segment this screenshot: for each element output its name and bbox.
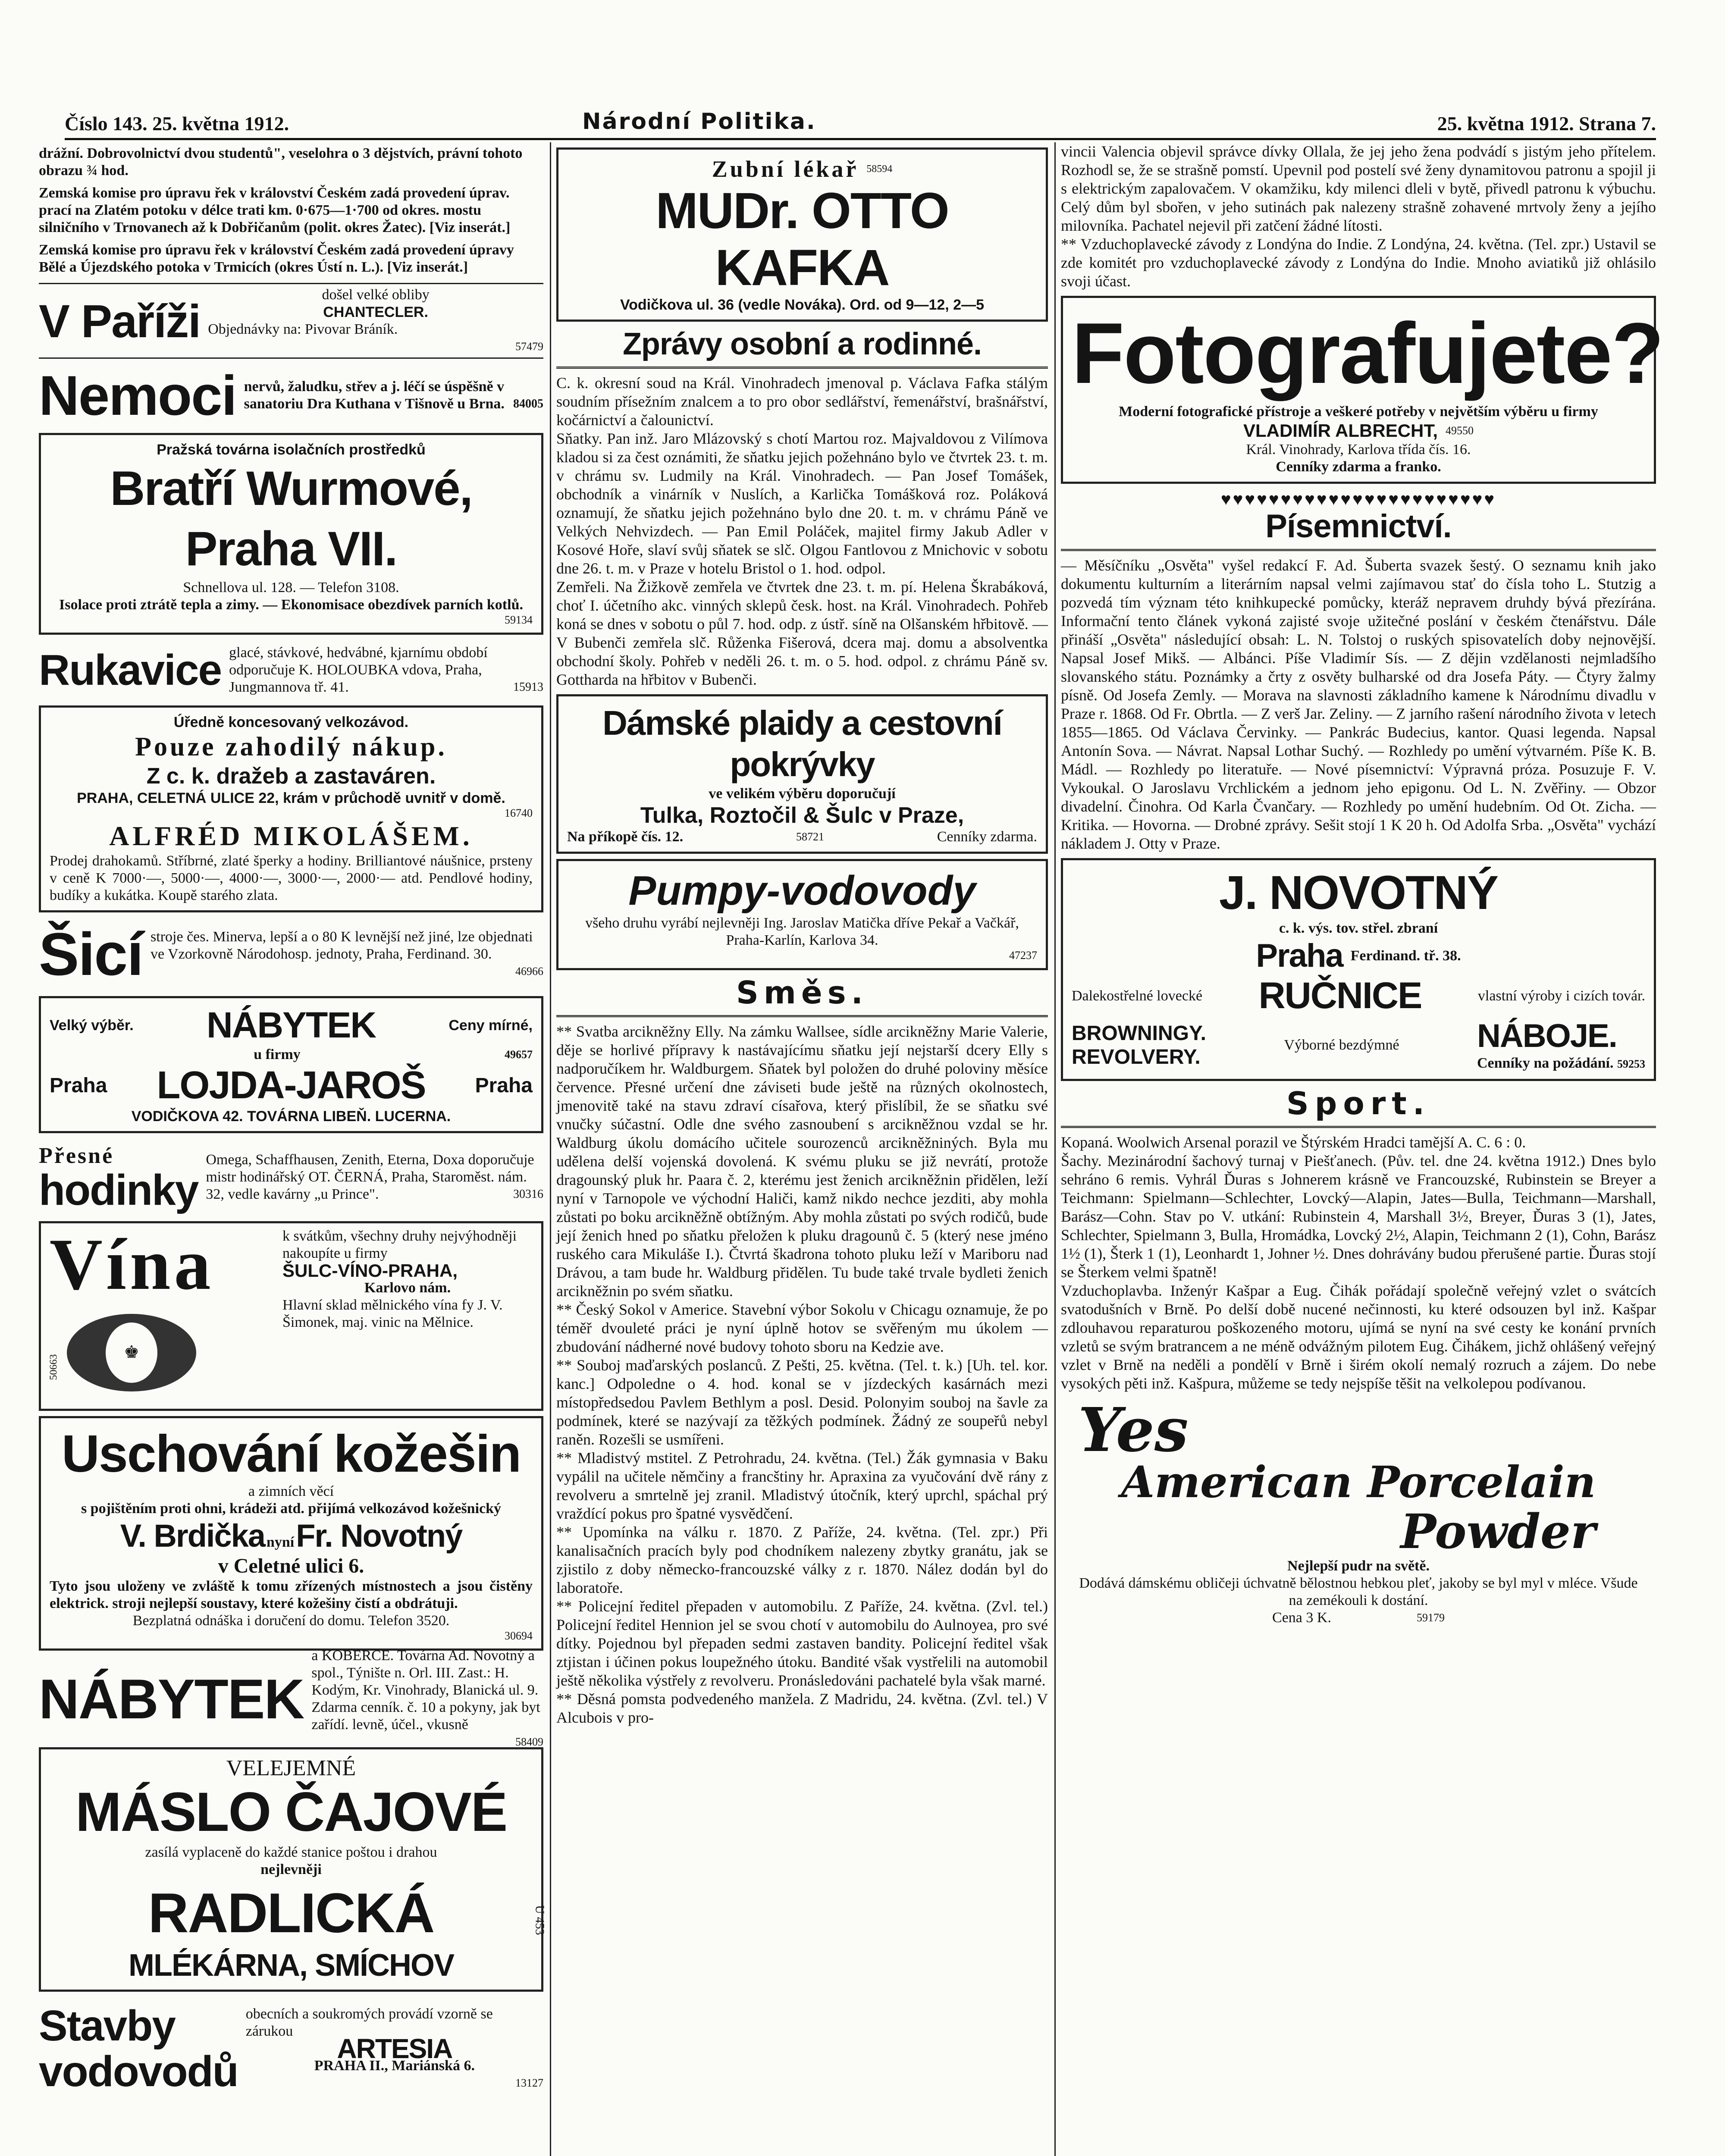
- ad-novotny-l1: c. k. výs. tov. střel. zbraní: [1279, 920, 1438, 936]
- ad-plaidy-name: Tulka, Roztočil & Šulc v Praze,: [640, 803, 964, 828]
- ad-sici: [39, 918, 543, 991]
- section-pisem-title: Písemnictví.: [1265, 508, 1452, 545]
- ad-powder-text1: Nejlepší pudr na světě.: [1287, 1558, 1430, 1574]
- smes-continued: vincii Valencia objevil správce dívky Ollala, že jej jeho žena podvádí s jistým jeho přítelem. Rozhodl se, že se strašně pomstí. Upevnil pod postelí své ženy dynamitovou patronu a spojil ji s elektrickým zapalovačem. V okamžiku, kdy milenci dleli v bytě, přivedl patronu k výbuchu. Celý dům byl sbořen, v jeho sutinách pak nalezeny strašně zohavené mrtvoly ženy a jejího milovníka. Pachatel nejevil při zatčení žádné lítosti.: [1061, 143, 1656, 234]
- ad-maslo-l2: nejlevněji: [260, 1861, 322, 1877]
- ad-vina-text2: Hlavní sklad mělnického vína fy J. V. Šimonek, maj. vinic na Mělnice.: [282, 1297, 503, 1330]
- section-smes-title: Směs.: [736, 975, 868, 1011]
- ad-stavby-title1: Stavby: [39, 2002, 175, 2050]
- ad-wurm-top: Pražská továrna isolačních prostředků: [157, 442, 426, 458]
- ad-powder-yes: Yes: [1078, 1395, 1189, 1466]
- ad-stavby-name: ARTESIA: [337, 2033, 452, 2064]
- ad-maslo-title: MÁSLO ČAJOVÉ: [75, 1781, 507, 1843]
- ad-number: 58721: [796, 830, 824, 843]
- ad-nabytek-lojda: [39, 996, 543, 1133]
- ad-kozesin-title: Uschování kožešin: [61, 1424, 521, 1483]
- zpravy-p2: Sňatky. Pan inž. Jaro Mlázovský s chotí Martou roz. Majvaldovou z Vilímova kladou si za čest oznámiti, že sňatku jejich požehnáno bylo ve čtvrtek 23. t. m. v chrámu sv. Ludmily na Král. Vinohradech. — Pan Josef Tomášek, obchodník a vinárník v Nuslích, a Karlička Tomášková roz. Poláková oznamují, že sňatku jejich požehnáno bylo dne 20. t. m. v chrámu Páně ve Velkých Nehvizdech. — Pan Emil Poláček, majitel firmy Jakub Adler v Kosové Hoře, slaví svůj sňatek se slč. Olgou Fantlovou z Mnichovic v sobotu dne 26. t. m. v Praze v hotelu Bristol o 1. hod. odpol.: [556, 430, 1048, 577]
- sport-p2: Šachy. Mezinárodní šachový turnaj v Piešťanech. (Pův. tel. dne 24. května 1912.) Dnes bylo sehráno 6 remis. Vyhrál Ďuras s Johnerem krásně ve Francouzské, Rubinstein se Breyer a Teichmann: Spielmann—Schlechter, Lovcký—Alapin, Jates—Bulla, Teichmann—Marshall, Barász—Cohn. Stav po V. utkání: Rubinstein 4, Marshall 3½, Breyer, Ďuras 3 (1), Jates, Schlechter, Spielmann 3, Bulla, Hromádka, Lovcký 2½, Alapin, Teichmann 2 (1), Cohn, Barász 1½ (1), Šterk 1 (1), Leonhardt 1, Johner ½. Dnes dohrávány budou přerušené partie. Ďuras stojí se Šterkem velmi špatně!: [1061, 1152, 1656, 1281]
- ad-plaidy: [556, 694, 1048, 854]
- section-sport-title: Sport.: [1286, 1085, 1431, 1122]
- smes-p2: ** Český Sokol v Americe. Stavební výbor Sokolu v Chicagu oznamuje, že po téměř dvouleté práci je nyní úplně hotov se svěřeným mu úkolem — zbudování nádherné nové budovy tohoto sboru na Kedzie ave.: [556, 1301, 1048, 1355]
- column-2: [556, 142, 1048, 2156]
- ad-stavby-title2: vodovodů: [39, 2047, 238, 2096]
- ad-kafka-top: Zubní lékař: [712, 156, 859, 182]
- ad-kozesin-l1: a zimních věcí: [248, 1483, 334, 1499]
- ad-hodinky: [39, 1138, 543, 1216]
- page-header: [65, 99, 1656, 142]
- ad-foto: [1061, 296, 1663, 484]
- ad-number: 49657: [505, 1048, 533, 1061]
- ad-nemoci-text: nervů, žaludku, střev a j. léčí se úspěšně v sanatoriu Dra Kuthana v Tišnově u Brna.: [244, 379, 505, 412]
- smes-p1: ** Svatba arcikněžny Elly. Na zámku Wallsee, sídle arcikněžny Marie Valerie, děje se horlivé přípravy k nastávajícímu sňatku její nejstarší dcery Elly s nadporučíkem hr. Waldburgem. Sňatek byl položen do druhé poloviny měsíce července. Přesné určení dne záviseti bude ještě na různých okolnostech, jmenovitě také na stavu zdraví císařova, který přislíbil, že se sňatku své vnučky súčastní. Odle dne svého zasnoubení s arcikněžnou vzdal se hr. Waldburg úkolu domácího učitele sourozenců arcikněžniných. Byla mu udělena delší vojenská dovolená. K svému pluku se již nevrátí, protože dragounský pluk hr. Paara č. 2, kterému jest ženich arcikněžnin přidělen, leží nyní v Tarnopole ve východní Haliči, kamž nikdo nechce jezditi, aby mohla zůstati po boku arcikněžně obtížným. Aby mohla zůstati po svých rodičů, bude její ženich hned po sňatku přeložen k pluku dragounů č. 5 (který nese jméno ruského cara Mikuláše I.). Čtvrtá škadrona tohoto pluku leží v Mariboru nad Drávou, a tam bude hr. Waldburg přidělen. Tu bude také trvale bydleti ženich arcikněžnin po svém sňatku.: [556, 1023, 1048, 1300]
- ad-vina-addr: Karlovo nám.: [364, 1280, 451, 1296]
- ad-foto-foot: Cenníky zdarma a franko.: [1276, 459, 1441, 475]
- ad-sici-title: Šicí: [39, 920, 143, 988]
- ad-rukavice: [39, 640, 543, 700]
- ad-kafka-name: MUDr. OTTO KAFKA: [656, 182, 949, 296]
- ad-firm: u firmy: [254, 1047, 301, 1062]
- eagle-emblem-icon: [58, 1310, 205, 1396]
- ad-pumpy: [556, 859, 1048, 970]
- ad-number: 16740: [505, 807, 533, 819]
- ad-number: U 453: [533, 1905, 546, 1935]
- pisem-p1: — Měsíčníku „Osvěta" vyšel redakcí F. Ad. Šuberta svazek šestý. O seznamu knih jako dokumentu kulturním a literárním napsal velmi zajímavou stať do čísla toho L. Stutzig a pozvedá tím význam této knihkupecké pomůcky, kteráž nepravem druhdy bývá přezírána. Informační tento článek vykoná zajisté svoje užitečné poslání v českém čtenářstvu. Dále přináší „Osvěta" následující obsah: L. N. Tolstoj o ruských spisovatelích doby nejnovější. Napsal Josef Mikš. — Albánci. Píše Vladimír Sís. — Z dějin vzdělanosti nejmladšího slovanského státu. Poznámky a črty z osvěty bulharské od dra Josefa Páty. — Čtyry žalmy písně. Od Josefa Zemly. — Morava na slavnosti základního kamene k Národnímu divadlu v Praze r. 1868. Od Fr. Obrtla. — Z verš Jar. Zeliny. — Z jarního rašení národního života v letech 1855—1865. Od Václava Červinky. — Pankrác Budecius, kantor. Quasi legenda. Napsal Antonín Sova. — Návrat. Napsal Lothar Suchý. — Rozhledy po umění výtvarném. Píše K. B. Mádl. — Rozhledy po literatuře. — Nové písemnictví: Výpravná próza. Posuzuje F. V. Vykoukal. O Jaroslavu Vrchlickém a jednom jeho epigonu. Od L. N. Zvěřiny. — Obzor divadelní. Činohra. Od Karla Čvančary. — Rozhledy po umění hudebním. Od Ot. Zicha. — Kritika. — Hovorna. — Drobné zprávy. Sešit stojí 1 K 20 h. Od Adolfa Srba. „Osvěta" vychází nákladem J. Otty v Praze.: [1061, 557, 1656, 852]
- zpravy-p1: C. k. okresní soud na Král. Vinohradech jmenoval p. Václava Fafka stálým soudním přísežním znalcem a to pro obor sedlářství, řemenářství, brašnářství, kočárnictví a čalounictví.: [556, 374, 1048, 429]
- ad-nemoci: [39, 363, 543, 428]
- ad-number: 30316: [513, 1188, 543, 1201]
- ad-number: 59253: [1617, 1058, 1645, 1070]
- heart-ornament-icon: ♥♥♥♥♥♥♥♥♥♥♥♥♥♥♥♥♥♥♥♥♥♥♥: [1220, 489, 1496, 509]
- ad-pariz-title: V Paříži: [39, 295, 201, 347]
- ad-city: Praha: [50, 1074, 107, 1097]
- ad-mikolas-address: PRAHA, CELETNÁ ULICE 22, krám v průchodě uvnitř v domě.: [77, 790, 505, 806]
- divider: [556, 1015, 1048, 1017]
- ad-number: 30694: [505, 1630, 533, 1642]
- ad-number: 58594: [866, 163, 893, 175]
- ad-nabytek2-text: a KOBERCE. Továrna Ad. Novotný a spol., Týnište n. Orl. III. Zast.: H. Kodým, Kr. Vinohrady, Blanická ul. 9. Zdarma cenník. č. 10 a pokyny, jak byt zařídí. levně, účel., vkusně: [311, 1648, 540, 1733]
- ad-number: 59179: [1416, 1611, 1445, 1624]
- ad-vina: [39, 1221, 543, 1411]
- ad-city: Praha: [475, 1074, 533, 1097]
- ad-powder-l2: Powder: [1400, 1504, 1596, 1559]
- ad-mikolas-l1: Úředně koncesovaný velkozávod.: [173, 714, 409, 730]
- smes-p7: ** Děsná pomsta podvedeného manžela. Z Madridu, 24. května. (Zvl. tel.) V Alcubois v pro-: [556, 1690, 1048, 1726]
- issue-number: Číslo 143. 25. května 1912.: [65, 113, 289, 135]
- ad-pariz: [39, 288, 543, 353]
- ad-number: 50663: [48, 1354, 60, 1380]
- ad-number: 46966: [515, 965, 543, 978]
- ad-novotny-best: Výborné bezdýmné: [1284, 1037, 1399, 1053]
- ad-hodinky-text: Omega, Schaffhausen, Zenith, Eterna, Doxa doporučuje mistr hodinářský OT. ČERNÁ, Praha, Staroměst. nám. 32, vedle kavárny „u Prince".: [206, 1152, 534, 1202]
- ad-maslo: [39, 1747, 546, 1992]
- column-rule: [550, 142, 551, 2156]
- notice-theatre: drážní. Dobrovolnictví dvou studentů", veselohra o 3 dějstvích, právní tohoto obrazu ¾ hod.: [39, 145, 523, 179]
- divider: [556, 367, 1048, 369]
- ad-kozesin-name1: V. Brdička: [120, 1518, 265, 1554]
- ad-nabytek-title: NÁBYTEK: [207, 1005, 376, 1045]
- ad-sici-text: stroje čes. Minerva, lepší a o 80 K levnější než jiné, lze objednati ve Vzorkovně Národohosp. jednoty, Praha, Ferdinand. 30.: [151, 929, 533, 962]
- ad-mikolas-text: Prodej drahokamů. Stříbrné, zlaté šperky a hodiny. Brilliantové náušnice, prsteny v ceně K 7000·—, 5000·—, 4000·—, 3000·—, 2000·— atd. Pendlové hodiny, budíky a kukátka. Koupě starého zlata.: [50, 853, 533, 903]
- ad-kafka-addr: Vodičkova ul. 36 (vedle Nováka). Ord. od 9—12, 2—5: [620, 297, 984, 313]
- ad-vina-title: Vína: [50, 1224, 214, 1305]
- ad-plaidy-foot: Cenníky zdarma.: [937, 829, 1037, 845]
- ad-nabytek2-title: NÁBYTEK: [39, 1667, 304, 1730]
- smes-aviation: ** Vzduchoplavecké závody z Londýna do Indie. Z Londýna, 24. května. (Tel. zpr.) Ustavil se zde komitét pro vzduchoplavecké závody z Londýna do Indie. Mnoho aviatiků již ohlásilo svoji účast.: [1061, 235, 1656, 290]
- ad-number: 59134: [505, 614, 533, 626]
- ad-mikolas: [39, 705, 543, 912]
- ad-kafka: [556, 147, 1048, 322]
- ad-pariz-name: CHANTECLER.: [323, 304, 428, 320]
- ad-novotny-naboje: NÁBOJE.: [1477, 1018, 1617, 1054]
- ad-label: Velký výběr.: [50, 1017, 134, 1034]
- ad-vina-text: k svátkům, všechny druhy nejvýhodněji nakoupíte u firmy: [282, 1228, 517, 1261]
- column-rule: [1054, 142, 1056, 2156]
- ad-mikolas-name: ALFRÉD MIKOLÁŠEM.: [109, 821, 473, 851]
- ad-novotny-b1: BROWNINGY.: [1072, 1022, 1206, 1045]
- svg-text:♚: ♚: [124, 1342, 139, 1362]
- ad-novotny: [1061, 858, 1656, 1081]
- divider: [1061, 1126, 1656, 1128]
- ad-number: 47237: [1009, 949, 1037, 962]
- ad-novotny-left: Dalekostřelné lovecké: [1072, 987, 1203, 1004]
- date-page: 25. května 1912. Strana 7.: [1437, 113, 1656, 135]
- column-3: [1061, 142, 1663, 2156]
- ad-number: 84005: [513, 397, 543, 411]
- ad-lojda-addr: VODIČKOVA 42. TOVÁRNA LIBEŇ. LUCERNA.: [131, 1108, 451, 1125]
- ad-powder-price: Cena 3 K.: [1272, 1610, 1331, 1626]
- ad-foto-l1: Moderní fotografické přístroje a veškeré potřeby v největším výběru u firmy: [1119, 404, 1598, 420]
- divider: [39, 283, 543, 284]
- ad-novotny-right: vlastní výroby i cizích továr.: [1477, 987, 1645, 1004]
- smes-p4: ** Mladistvý mstitel. Z Petrohradu, 24. května. (Tel.) Žák gymnasia v Baku vypálil na učitele němčiny a francštiny hr. Apraxina za vyučování dvě rány z revolveru a smrtelně jej zranil. Mladistvý útočník, který uprchl, spáchal prý vraždící pokus pro špatné vysvědčení.: [556, 1449, 1048, 1522]
- ad-foto-addr: Král. Vinohrady, Karlova třída čís. 16.: [1246, 442, 1471, 458]
- ad-kozesin-name2: Fr. Novotný: [296, 1518, 462, 1554]
- ad-rukavice-title: Rukavice: [39, 646, 222, 694]
- ad-kozesin-l2: s pojištěním proti ohni, krádeži atd. přijímá velkozávod kožešnický: [81, 1501, 502, 1517]
- divider: [1061, 549, 1656, 551]
- section-zpravy-title: Zprávy osobní a rodinné.: [622, 327, 982, 361]
- ad-number: 15913: [513, 680, 543, 694]
- ad-number: 57479: [515, 340, 543, 353]
- ad-wurm: [39, 433, 543, 635]
- ad-maslo-l1: zasílá vyplaceně do každé stanice poštou i drahou: [145, 1844, 437, 1860]
- ad-novotny-name: RUČNICE: [1258, 975, 1422, 1016]
- ad-pariz-text: došel velké obliby: [322, 287, 430, 303]
- ad-kozesin-nyni: nyní: [266, 1534, 295, 1550]
- ad-maslo-foot: MLÉKÁRNA, SMÍCHOV: [129, 1948, 454, 1983]
- column-1: [39, 142, 546, 2156]
- ad-pumpy-text: všeho druhu vyrábí nejlevněji Ing. Jaroslav Matička dříve Pekař a Vačkář, Praha-Karlín, Karlova 34.: [585, 915, 1019, 948]
- ad-foto-name: VLADIMÍR ALBRECHT,: [1243, 420, 1438, 441]
- sport-p1: Kopaná. Woolwich Arsenal porazil ve Štýrském Hradci tamější A. C. 6 : 0.: [1061, 1134, 1526, 1151]
- ad-novotny-city: Praha: [1256, 937, 1343, 974]
- newspaper-title: Národní Politika.: [582, 109, 816, 135]
- smes-p5: ** Upomínka na válku r. 1870. Z Paříže, 24. května. (Tel. zpr.) Při kanalisačních pracích byly pod chodníkem nalezeny zbytky granátu, jak se zjistilo z doby německo-francouzské války z r. 1870. Nález dodán byl do laboratoře.: [556, 1523, 1048, 1596]
- ad-wurm-addr: Schnellova ul. 128. — Telefon 3108.: [183, 580, 399, 595]
- notice-river-1: Zemská komise pro úpravu řek v království Českém zadá provedení úprav. prací na Zlatém potoku v délce trati km. 0·675—1·700 od okres. mostu silničního v Trnovanech až k Dobřičanům (polit. okres Žatec). [Viz inserát.]: [39, 185, 511, 235]
- ad-mikolas-l3: Z c. k. dražeb a zastaváren.: [146, 764, 436, 789]
- ad-stavby-addr: PRAHA II., Mariánská 6.: [314, 2058, 475, 2074]
- ad-kozesin-text: Tyto jsou uloženy ve zvláště k tomu zřízených místnostech a jsou čistěny elektrick. stroji nejlepší soustavy, které kožešiny čistí a obdrátuji.: [50, 1578, 533, 1611]
- ad-label: Ceny mírné,: [448, 1017, 533, 1034]
- ad-powder-l1: American Porcelain: [1121, 1457, 1596, 1507]
- ad-powder: [1061, 1395, 1656, 1631]
- ad-kozesin-addr: v Celetné ulici 6.: [218, 1554, 364, 1577]
- ad-novotny-addr: Ferdinand. tř. 38.: [1350, 947, 1461, 964]
- ad-number: 13127: [515, 2077, 543, 2089]
- ad-hodinky-title: hodinky: [39, 1166, 198, 1214]
- ad-kozesin: [39, 1416, 543, 1651]
- ad-lojda-name: LOJDA-JAROŠ: [157, 1064, 426, 1107]
- divider: [39, 357, 543, 359]
- ad-pariz-order: Objednávky na: Pivovar Bráník.: [208, 321, 398, 337]
- sport-p3: Vzduchoplavba. Inženýr Kašpar a Eug. Čihák pořádají společně veřejný vzlet o svátcích svatodušních v Brně. Po delší době nucené nečinnosti, ku které odsouzen byl inž. Kašpar zdlouhavou reparaturou poškozeného motoru, ujímá se nyní na své cesty ke konání prvních vzletů se svým bratrancem a ne méně odvážným pilotem Eug. Čihákem, jichž ohlášený veřejný vzlet v Brně na neděli a pondělí v Brně i širém okolí nemalý rozruch a zájem. Do nebe vysokých pěti inž. Kašpura, můžeme se tedy nejspíše těšit na velkolepou podívanou.: [1061, 1282, 1656, 1392]
- ad-novotny-foot: Cenníky na požádání.: [1477, 1055, 1614, 1071]
- ad-foto-title: Fotografujete?: [1072, 305, 1663, 401]
- ad-kozesin-foot: Bezplatná odnáška i doručení do domu. Telefon 3520.: [132, 1613, 450, 1629]
- ad-novotny-b2: REVOLVERY.: [1072, 1045, 1201, 1069]
- ad-stavby: [39, 1997, 543, 2100]
- notice-river-2: Zemská komise pro úpravu řek v království Českém zadá provedení úpravy Bělé a Újezdského potoka v Trmicích (okres Ústí n. L.). [Viz inserát.]: [39, 242, 514, 275]
- ad-mikolas-l2: Pouze zahodilý nákup.: [135, 732, 447, 761]
- ad-nemoci-title: Nemoci: [39, 364, 236, 427]
- ad-wurm-text: Isolace proti ztrátě tepla a zimy. — Ekonomisace obezdívek parních kotlů.: [59, 597, 523, 613]
- ad-number: 49550: [1446, 424, 1474, 437]
- ad-plaidy-addr: Na příkopě čís. 12.: [567, 829, 684, 845]
- ad-maslo-name: RADLICKÁ: [148, 1881, 434, 1944]
- ad-stavby-text: obecních a soukromých provádí vzorně se zárukou: [245, 2006, 493, 2039]
- ad-rukavice-text: glacé, stávkové, hedvábné, kjarnímu období odporučuje K. HOLOUBKA vdova, Praha, Jungmannova tř. 41.: [229, 645, 488, 695]
- header-rule: [65, 138, 1656, 140]
- ad-wurm-name: Bratří Wurmové, Praha VII.: [110, 461, 472, 576]
- ad-plaidy-text: ve velikém výběru doporučují: [709, 786, 896, 802]
- ad-novotny-title: J. NOVOTNÝ: [1219, 866, 1498, 919]
- ad-plaidy-title: Dámské plaidy a cestovní pokrývky: [602, 704, 1002, 783]
- ad-pumpy-title: Pumpy-vodovody: [628, 868, 976, 914]
- zpravy-p3: Zemřeli. Na Žižkově zemřela ve čtvrtek dne 23. t. m. pí. Helena Škrabáková, choť I. účetního akc. vinných sklepů česk. host. na Král. Vinohradech. Pohřeb koná se dnes v sobotu o půl 7. hod. odp. z ústř. síně na Olšanském hřbitově. — V Bubenči zemřela slč. Růženka Fišerová, dcera maj. domu a absolventka obchodní školy. Pohřeb v neděli 26. t. m. o 5. hod. odpol. z chrámu Páně sv. Gottharda na hřbitov v Bubenči.: [556, 578, 1048, 688]
- ad-powder-text2: Dodává dámskému obličeji úchvatně bělostnou hebkou pleť, jakoby se byl myl v mléce. Všude na zemékouli k dostání.: [1079, 1575, 1638, 1608]
- ad-hodinky-top: Přesné: [39, 1143, 114, 1168]
- ad-vina-firm: ŠULC-VÍNO-PRAHA,: [282, 1260, 458, 1281]
- ad-maslo-top: VELEJEMNÉ: [226, 1756, 356, 1780]
- smes-p3: ** Souboj maďarských poslanců. Z Pešti, 25. května. (Tel. t. k.) [Uh. tel. kor. kanc.] Odpoledne o 4. hod. konal se v jízdeckých kasárnách mezi místopředsedou Pavlem Bethlym a posl. Desid. Polonyim souboj na šavle za podmínek, které se nazývají za těžkých podmínek. Žádný ze soupeřů nebyl raněn. Rozešli se usmířeni.: [556, 1357, 1048, 1448]
- ad-nabytek-novotny: [39, 1648, 543, 1748]
- smes-p6: ** Policejní ředitel přepaden v automobilu. Z Paříže, 24. května. (Zvl. tel.) Policejní ředitel Hennion jel se svou chotí v automobilu do Aulnoyea, pro své dítky. Pojednou byl přepaden sedmi zastaven bandity. Policejní ředitel však ztjistan i účinen pokus loupežného útoku. Bandité však vystřelili na automobil ještě několika výstřely z revolveru. Pronásledováni pachatelé byla však marné.: [556, 1598, 1048, 1689]
- ad-number: 58409: [515, 1736, 543, 1748]
